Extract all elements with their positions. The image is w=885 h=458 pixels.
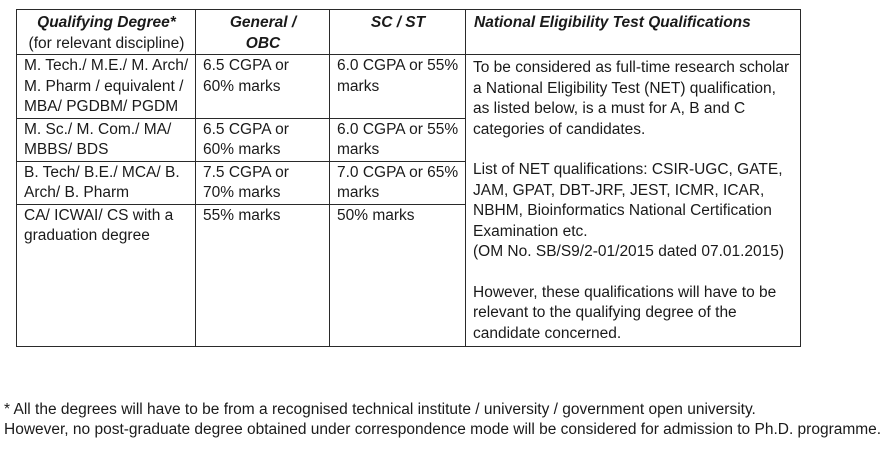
net-list: List of NET qualifications: CSIR-UGC, GATE, JAM, GPAT, DBT-JRF, JEST, ICMR, ICAR, NBHM, Bioinformatics National Certification Examination etc. (473, 161, 783, 240)
header-general-obc (196, 10, 330, 55)
scst-cell: 6.0 CGPA or 55% marks (330, 55, 466, 119)
degree-cell: M. Sc./ M. Com./ MA/ MBBS/ BDS (17, 118, 196, 161)
header-degree-subtitle: (for relevant discipline) (28, 34, 185, 52)
header-general-line2: OBC (245, 34, 281, 52)
general-cell: 55% marks (196, 204, 330, 346)
net-om-reference: (OM No. SB/S9/2-01/2015 dated 07.01.2015) (473, 243, 785, 260)
scst-cell: 7.0 CGPA or 65% marks (330, 161, 466, 204)
header-net-qualifications: National Eligibility Test Qualifications (466, 10, 801, 55)
footnote-line-1: * All the degrees will have to be from a recognised technical institute / university / government open university. (4, 401, 756, 418)
table-header-row (17, 10, 801, 55)
net-intro: To be considered as full-time research scholar a National Eligibility Test (NET) qualification, as listed below, is a must for A, B and C categories of candidates. (473, 59, 790, 138)
general-cell: 7.5 CGPA or 70% marks (196, 161, 330, 204)
header-general-line1: General / (229, 14, 297, 31)
degree-cell: CA/ ICWAI/ CS with a graduation degree (17, 204, 196, 346)
table-row (17, 55, 801, 119)
header-degree-title: Qualifying Degree* (37, 14, 176, 31)
general-cell: 6.5 CGPA or 60% marks (196, 55, 330, 119)
footnote (4, 400, 882, 440)
net-spacer (473, 263, 794, 283)
net-spacer (473, 140, 794, 160)
header-qualifying-degree (17, 10, 196, 55)
degree-cell: M. Tech./ M.E./ M. Arch/ M. Pharm / equivalent / MBA/ PGDBM/ PGDM (17, 55, 196, 119)
degree-cell: B. Tech/ B.E./ MCA/ B. Arch/ B. Pharm (17, 161, 196, 204)
net-cell (466, 55, 801, 347)
header-sc-st: SC / ST (330, 10, 466, 55)
scst-cell: 50% marks (330, 204, 466, 346)
eligibility-table (16, 9, 801, 347)
general-cell: 6.5 CGPA or 60% marks (196, 118, 330, 161)
net-however: However, these qualifications will have to be relevant to the qualifying degree of the candidate concerned. (473, 283, 777, 342)
scst-cell: 6.0 CGPA or 55% marks (330, 118, 466, 161)
footnote-line-2: However, no post-graduate degree obtained under correspondence mode will be considered for admission to Ph.D. programme. (4, 421, 882, 438)
